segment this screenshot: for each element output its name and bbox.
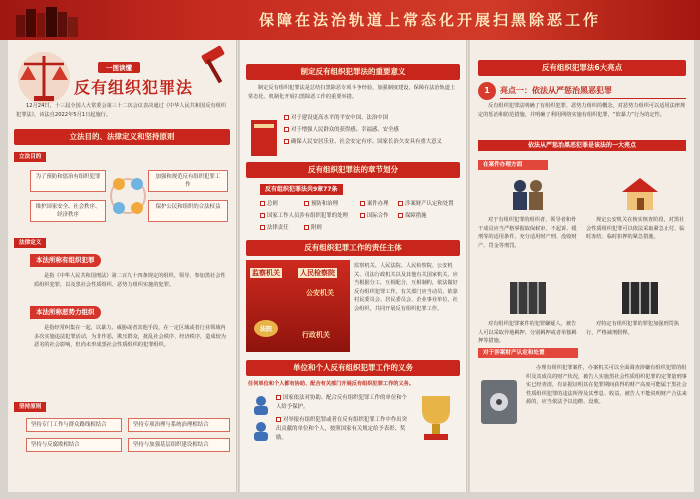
- definition-2-title: 本法所称恶势力组织: [30, 306, 101, 319]
- section-header-significance: [246, 64, 460, 80]
- check-icon: [284, 115, 289, 120]
- responsible-label: 反有组织犯罪工作的责任主体: [304, 243, 402, 252]
- prison-cell-icon: [618, 280, 662, 316]
- agencies-illustration: [246, 260, 350, 352]
- case-item-3: 对有组织犯罪案件的犯罪嫌疑人、被告人可以采取异地羁押、分别羁押或者单独羁押等措施。: [478, 321, 577, 344]
- purpose-item: 为了预防和惩治有组织犯罪: [30, 170, 106, 192]
- check-icon: [398, 213, 403, 218]
- principle-item: 坚持专门工作与群众路线相结合: [26, 418, 122, 432]
- underline: [500, 98, 686, 99]
- arrest-illustration-icon: [506, 176, 550, 212]
- assets-tag: 对于涉案财产认定和处置: [478, 348, 578, 358]
- badge: 一图读懂: [98, 62, 140, 73]
- fold-line: [236, 40, 239, 492]
- panel-left: [8, 40, 236, 492]
- highlight-number: 1: [478, 82, 496, 100]
- principle-item: 坚持专项治理与系统治理相结合: [128, 418, 230, 432]
- check-icon: [284, 139, 289, 144]
- principle-item: 坚持与加强基层组织建设相结合: [128, 438, 230, 452]
- chapter-item: [360, 212, 400, 221]
- assets-text: 办理有组织犯罪案件，办案机关可以全面调查涉嫌有组织犯罪的组织及其成员的财产状况，被告人实施黑社会性质组织犯罪的定罪量刑事实已经查清，有证据证明其在犯罪期间获得的财产高度可能属于黑社会性质组织犯罪的违法所得及其孳息、收益，被告人不能说明财产合法来源的，应当依法予以追缴、没收。: [526, 365, 687, 405]
- duty-item-text: 对举报有组织犯罪或者在反有组织犯罪工作中作出突出贡献的单位和个人，按照国家有关规定给予表彰、奖励。: [276, 417, 407, 441]
- page-title: 保障在法治轨道上常态化开展扫黑除恶工作: [258, 11, 601, 29]
- significance-item: [284, 126, 460, 135]
- significance-item-text: 对于增强人民群众的获得感、幸福感、安全感: [291, 127, 399, 133]
- law-title: 反有组织犯罪法: [74, 78, 194, 97]
- chapter-count: 反有组织犯罪法共9章77条: [260, 184, 343, 195]
- definition-1-text: 是指《中华人民共和国刑法》第二百九十四条规定的组织、领导、参加黑社会性质组织犯罪，以及黑社会性质组织、恶势力组织实施的犯罪。: [34, 273, 226, 288]
- agency-label: 监察机关: [252, 269, 280, 277]
- responsible-text: 监察机关、人民法院、人民检察院、公安机关、司法行政机关以及其他有关国家机关，应当根据分工，互相配合，互相制约，依法做好反有组织犯罪工作。有关部门应当动员、依靠村民委员会、居民委员会、企业事业单位、社会组织，共同开展反有组织犯罪工作。: [354, 263, 458, 312]
- house-icon: [618, 174, 662, 212]
- section-header-duty: [246, 360, 460, 376]
- chapters-label: 反有组织犯罪法的章节划分: [308, 165, 398, 174]
- duty-label: 单位和个人反有组织犯罪工作的义务: [293, 363, 413, 372]
- hammer-icon: [196, 44, 232, 88]
- chapter-item-text: 法律责任: [267, 225, 289, 231]
- definition-1-title: 本法所称有组织犯罪: [30, 254, 101, 267]
- significance-item: [284, 138, 460, 147]
- agency-label: 法院: [254, 320, 278, 337]
- check-icon: [398, 201, 403, 206]
- purpose-item: 加强和规范反有组织犯罪工作: [148, 170, 228, 192]
- check-icon: [304, 201, 309, 206]
- check-icon: [304, 225, 309, 230]
- case-item-4: 对特定有组织犯罪的罪犯加强刑罚执行，严格减刑假释。: [586, 321, 680, 336]
- purpose-diagram-icon: [110, 166, 146, 226]
- chapter-item: [304, 224, 344, 233]
- chapter-item-text: 总则: [267, 201, 278, 207]
- section-header-highlights: [478, 60, 686, 76]
- panel-middle: [240, 40, 466, 492]
- check-icon: [284, 127, 289, 132]
- chapter-item-text: 国家工作人员涉有组织犯罪的处理: [267, 213, 348, 219]
- duty-item-text: 国家依法对协助、配合反有组织犯罪工作的单位和个人给予保护。: [276, 395, 407, 410]
- chapter-item: [398, 212, 438, 221]
- case-item-1: 对于有组织犯罪的组织者、领导者和骨干成员应当严格掌握取保候审、不起诉、缓刑等的适用条件，充分适用财产刑、没收财产、罚金等刑罚。: [478, 217, 577, 249]
- person-icon: [250, 394, 272, 416]
- chapter-item-text: 保障措施: [405, 213, 427, 219]
- chapter-item-text: 国际合作: [367, 213, 389, 219]
- chapter-item-text: 涉案财产认定和处置: [405, 201, 454, 207]
- intro-text: 12月24日，十三届全国人大常委会第三十二次会议表决通过《中华人民共和国反有组织犯罪法》，该法自2022年5月1日起施行。: [16, 103, 226, 118]
- justice-scale-icon: [14, 46, 74, 108]
- check-icon: [260, 201, 265, 206]
- check-icon: [276, 417, 281, 422]
- highlights-label: 反有组织犯罪法6大亮点: [541, 63, 623, 72]
- duty-lead: 任何单位和个人都有协助、配合有关部门开展反有组织犯罪工作的义务。: [248, 381, 415, 387]
- agency-label: 人民检察院: [300, 269, 335, 277]
- section-header-1: [14, 129, 230, 145]
- reward-cup-icon: [412, 390, 460, 446]
- check-icon: [260, 213, 265, 218]
- law-book-icon: [248, 116, 282, 160]
- check-icon: [276, 395, 281, 400]
- safe-icon: [478, 376, 520, 428]
- agency-label: 公安机关: [306, 289, 334, 297]
- section-header-1-label: 立法目的、法律定义和坚持原则: [69, 132, 175, 141]
- check-icon: [260, 225, 265, 230]
- highlight-1-text: 反有组织犯罪法明确了有组织犯罪、恶势力组织的概念，对恶势力组织可以适用法律规定的惩治和防范措施，并明确了利用网络实施有组织犯罪，“软暴力”行为的定性。: [478, 103, 686, 118]
- significance-item-text: 确保人民安居乐业、社会安定有序、国家长治久安具有重大意义: [291, 139, 442, 145]
- principle-tag: 坚持原则: [14, 402, 46, 412]
- chapter-item-text: 附则: [311, 225, 322, 231]
- chapter-item-text: 预防和治理: [311, 201, 338, 207]
- case-handling-tag: 在案件办理方面: [478, 160, 548, 170]
- significance-text: 制定反有组织犯罪法是总结扫黑除恶专项斗争经验，加强制度建设，保障在法治轨道上常态化、机制化开展扫黑除恶工作的重要举措。: [248, 85, 456, 100]
- definition-tag: 法律定义: [14, 238, 46, 248]
- check-icon: [360, 213, 365, 218]
- case-item-2: 规定公安机关在核实核查阶段，对黑社会性质组织犯罪可以依法采取紧急止付、临时冻结、临时扣押的紧急措施。: [586, 217, 685, 240]
- highlight-1-title: 亮点一：依法从严惩治黑恶犯罪: [500, 86, 612, 95]
- highlight-banner: 依法从严惩治黑恶犯罪是该法的一大亮点: [478, 140, 686, 151]
- check-icon: [360, 201, 365, 206]
- top-banner: [0, 0, 700, 40]
- person-icon: [250, 420, 272, 442]
- significance-item: [284, 114, 460, 123]
- chapter-item: [398, 200, 464, 209]
- fold-line: [466, 40, 469, 492]
- purpose-tag: 立法目的: [14, 152, 46, 162]
- section-header-chapters: [246, 162, 460, 178]
- duty-item: [276, 416, 410, 443]
- chapter-item-text: 案件办理: [367, 201, 389, 207]
- chapter-item: [260, 224, 300, 233]
- panel-right: [470, 40, 694, 492]
- books-icon: [14, 3, 104, 37]
- section-header-responsible: [246, 240, 460, 256]
- principle-item: 坚持与反腐败相结合: [26, 438, 122, 452]
- purpose-item: 保护公民和组织的合法权益: [148, 200, 228, 222]
- significance-label: 制定反有组织犯罪法的重要意义: [300, 67, 406, 76]
- agency-label: 行政机关: [302, 331, 330, 339]
- definition-2-text: 是指经常纠集在一起，以暴力、威胁或者其他手段，在一定区域或者行业领域内多次实施违法犯罪活动，为非作恶，欺压群众，扰乱社会秩序、经济秩序，造成较为恶劣的社会影响，但尚未形成黑社会性质组织的犯罪组织。: [34, 325, 226, 348]
- prison-icon: [506, 280, 550, 316]
- purpose-item: 维护国家安全、社会秩序、经济秩序: [30, 200, 106, 222]
- duty-item: [276, 394, 410, 412]
- significance-item-text: 对于建设更高水平的平安中国、法治中国: [291, 115, 389, 121]
